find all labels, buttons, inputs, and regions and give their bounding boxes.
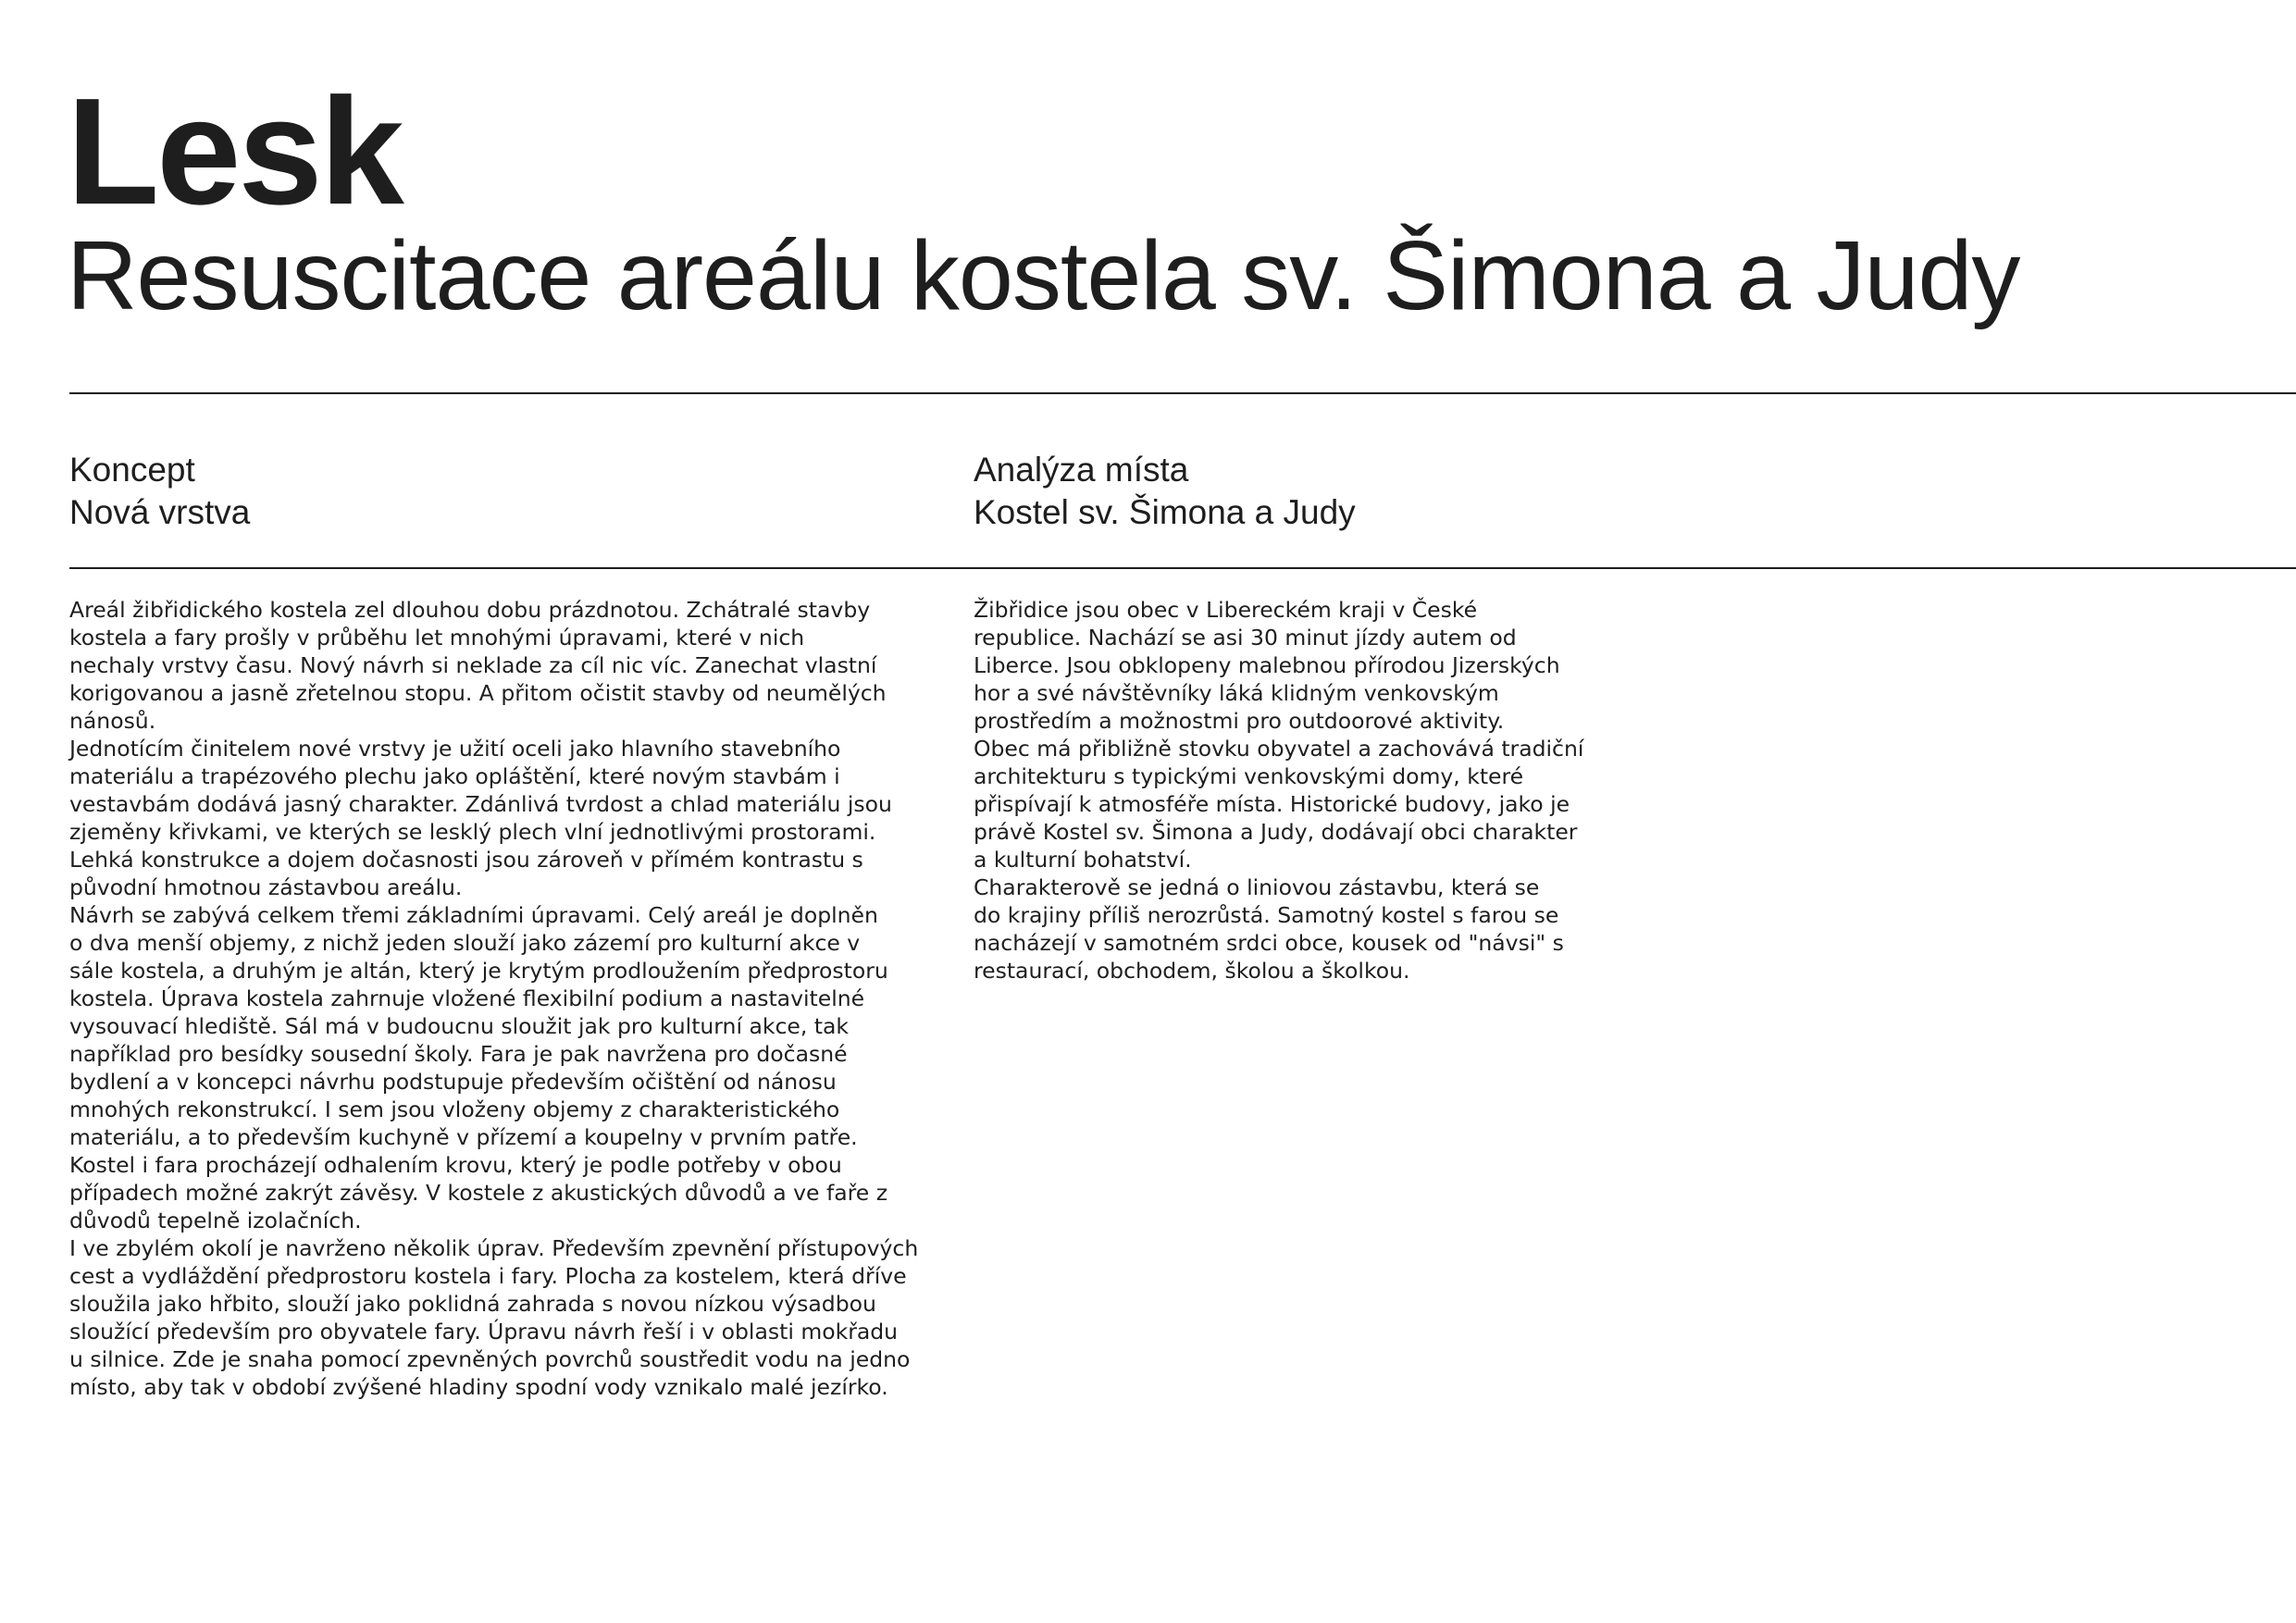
- site-analysis-body: [974, 596, 1612, 985]
- concept-paragraph: Areál žibřidického kostela zel dlouhou dobu prázdnotou. Zchátralé stavby kostela a fary prošly v průběhu let mnohými úpravami, které v nich nechaly vrstvy času. Nový návrh si neklade za cíl nic víc. Zanechat vlastní korigovanou a jasně zřetelnou stopu. A přitom očistit stavby od neumělých nánosů.: [69, 597, 887, 734]
- page-title: Lesk: [67, 67, 402, 236]
- concept-paragraph: Návrh se zabývá celkem třemi základními úpravami. Celý areál je doplněn o dva menší objemy, z nichž jeden slouží jako zázemí pro kulturní akce v sále kostela, a druhým je altán, který je krytým prodloužením předprostoru kostela. Úprava kostela zahrnuje vložené flexibilní podium a nastavitelné vysouvací hlediště. Sál má v budoucnu sloužit jak pro kulturní akce, tak například pro besídky sousední školy. Fara je pak navržena pro dočasné bydlení a v koncepci návrhu podstupuje především očištění od nánosu mnohých rekonstrukcí. I sem jsou vloženy objemy z charakteristického materiálu, a to především kuchyně v přízemí a koupelny v prvním patře. Kostel i fara procházejí odhalením krovu, který je podle potřeby v obou případech možné zakrýt závěsy. V kostele z akustických důvodů a ve faře z důvodů tepelně izolačních.: [69, 902, 888, 1233]
- concept-heading: Koncept: [69, 451, 195, 489]
- site-analysis-paragraph: Žibřidice jsou obec v Libereckém kraji v České republice. Nachází se asi 30 minut jízdy autem od Liberce. Jsou obklopeny malebnou přírodou Jizerských hor a své návštěvníky láká klidným venkovským prostředím a možnostmi pro outdoorové aktivity.: [974, 597, 1560, 734]
- concept-body: [69, 596, 930, 1401]
- site-analysis-paragraph: Charakterově se jedná o liniovou zástavbu, která se do krajiny příliš nerozrůstá. Samotný kostel s farou se nacházejí v samotném srdci obce, kousek od "návsi" s restaurací, obchodem, školou a školkou.: [974, 874, 1564, 984]
- page-subtitle: Resuscitace areálu kostela sv. Šimona a Judy: [67, 221, 2020, 330]
- site-analysis-section-header: [974, 449, 1356, 534]
- site-analysis-heading: Analýza místa: [974, 451, 1189, 489]
- concept-paragraph: Jednotícím činitelem nové vrstvy je užití oceli jako hlavního stavebního materiálu a trapézového plechu jako opláštění, které novým stavbám i vestavbám dodává jasný charakter. Zdánlivá tvrdost a chlad materiálu jsou zjeměny křivkami, ve kterých se lesklý plech vlní jednotlivými prostorami. Lehká konstrukce a dojem dočasnosti jsou zároveň v přímém kontrastu s původní hmotnou zástavbou areálu.: [69, 736, 892, 900]
- section-divider: [69, 567, 2296, 569]
- site-analysis-subheading: Kostel sv. Šimona a Judy: [974, 493, 1356, 531]
- site-analysis-paragraph: Obec má přibližně stovku obyvatel a zachovává tradiční architekturu s typickými venkovskými domy, které přispívají k atmosféře místa. Historické budovy, jako je právě Kostel sv. Šimona a Judy, dodávají obci charakter a kulturní bohatství.: [974, 736, 1584, 873]
- concept-subheading: Nová vrstva: [69, 493, 251, 531]
- concept-section-header: [69, 449, 250, 534]
- top-divider: [69, 392, 2296, 394]
- concept-paragraph: I ve zbylém okolí je navrženo několik úprav. Především zpevnění přístupových cest a vydláždění předprostoru kostela i fary. Plocha za kostelem, která dříve sloužila jako hřbito, slouží jako poklidná zahrada s novou nízkou výsadbou sloužící především pro obyvatele fary. Úpravu návrh řeší i v oblasti mokřadu u silnice. Zde je snaha pomocí zpevněných povrchů soustředit vodu na jedno místo, aby tak v období zvýšené hladiny spodní vody vznikalo malé jezírko.: [69, 1235, 919, 1400]
